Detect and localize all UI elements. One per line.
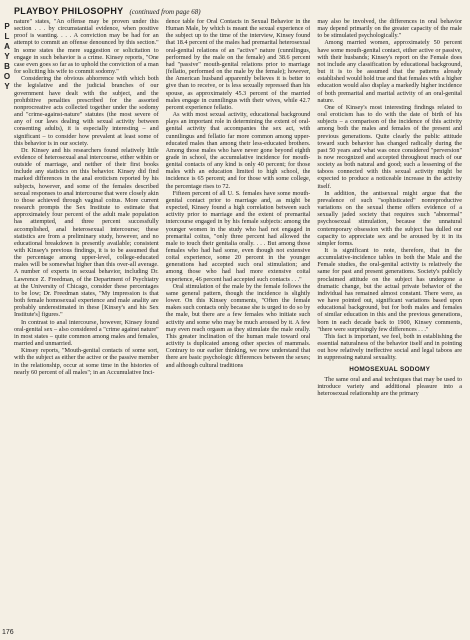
magazine-spine-label — [2, 22, 12, 92]
paragraph: Fifteen percent of all U. S. females have some mouth-genital contact prior to marriage and, as might be expected, Kinsey found a high correlation between such activity prior to marriage and the extent of premarital intercourse engaged in by his female subjects: among the younger women in the study who had not engaged in premarital coitus, "only three percent had allowed the male to touch their genitalia orally. . . . But among those females who had had some, even though not extensive coital experience, some 20 percent in the younger generations had accepted such oral stimulation; and among those who had had more extensive coital experience, 46 percent had accepted such contacts . . ." — [165, 189, 311, 283]
column-2 — [166, 18, 311, 636]
spine-letter: L — [4, 32, 10, 41]
section-title: PLAYBOY PHILOSOPHY — [14, 6, 124, 16]
paragraph: This fact is important, we feel, both in establishing the essential naturalness of the behavior itself and in pointing out how relatively ineffective social and legal taboos are in suppressing natural sexuality. — [317, 332, 463, 362]
spine-letter: O — [3, 72, 11, 81]
paragraph: nature" states, "An offense may be proven under this section . . . by circumstantial evidence, when positive proof is wanting. . . . A conviction may be had for an attempt to commit an offense denounced by this section." In some states the mere suggestion or solicitation to engage in such behavior is a crime. Kinsey reports, "One case even goes so far as to uphold the conviction of a man for soliciting his wife to commit sodomy." — [14, 18, 159, 76]
spine-letter: A — [4, 42, 10, 51]
paragraph: It is significant to note, therefore, that in the accumulative-incidence tables in both the Male and the Female studies, the oral-genital activity is relatively the same for past and present generations. Society's publicly proclaimed attitude on the subject has undergone a dramatic change, but the actual private behavior of the individual has remained almost constant. There were, as we have pointed out, significant variations based upon educational background, but for both males and females of similar education in this and the previous generations, born in each decade back to 1900, Kinsey comments, "there were surprisingly few differences . . ." — [317, 247, 463, 333]
paragraph: dence table for Oral Contacts in Sexual Behavior in the Human Male, by which is meant the sexual experience of the subject up to the time of the interview, Kinsey found that 18.4 percent of the males had premarital heterosexual oral-genital relations of an "active" nature (cunnilingus, performed by the male on the female) and 38.6 percent had "passive" mouth-genital relations prior to marriage (fellatio, performed on the male by the female); however, the American husband apparently believes it is better to give than to receive, or is less sexually repressed than his spouse, as approximately 45.3 percent of the married males engage in cunnilingus with their wives, while 42.7 percent experience fellatio. — [165, 18, 311, 111]
page-header — [14, 6, 460, 18]
paragraph: Kinsey reports, "Mouth-genital contacts of some sort, with the subject as either the active or the passive member in the relationship, occur at some time in the histories of nearly 60 percent of all males"; in an Accumulative Inci- — [14, 347, 159, 376]
paragraph: Among married women, approximately 50 percent have some mouth-genital contact, either active or passive, with their husbands; Kinsey's report on the Female does not include any classification by educational background, but it is to be assumed that the patterns already established would hold true and that females with a higher education would also display a markedly higher incidence of both premarital and marital activity of an oral-genital nature. — [317, 39, 463, 104]
spine-letter: P — [4, 22, 10, 31]
subheading-homosexual-sodomy: HOMOSEXUAL SODOMY — [349, 365, 431, 373]
spine-letter: Y — [4, 82, 10, 91]
paragraph: may also be involved, the differences in oral behavior may depend primarily on the greater capacity of the male to be stimulated psychologically." — [317, 18, 463, 40]
spine-letter: Y — [4, 52, 10, 61]
spine-letter: B — [4, 62, 10, 71]
paragraph: One of Kinsey's most interesting findings related to oral eroticism has to do with the date of birth of his subjects – a comparison of the incidence of this activity among both the males and females of the present and previous generations. Quite clearly the public attitude toward such behavior has changed radically during the past 50 years and what was once considered "perversion" is now recognized and accepted throughout much of our society as both natural and good; such a lessening of the taboos connected with this sexual activity might be expected to produce a noticeable increase in the activity itself. — [317, 103, 463, 190]
paragraph: In addition, the antisexual might argue that the prevalence of such "sophisticated" nonreproductive variations on the sexual theme offers evidence of a sexually jaded society that requires such "abnormal" psychosexual stimulation, because the unnatural contemporary obsession with the subject has dulled our capacity to appreciate sex and be aroused by it in its simpler forms. — [317, 189, 463, 247]
continued-note: (continued from page 68) — [129, 8, 201, 16]
paragraph: The same oral and anal techniques that may be used to introduce variety and additional pleasure into a heterosexual relationship are the primary — [317, 375, 463, 397]
paragraph: In contrast to anal intercourse, however, Kinsey found oral-genital sex – also considered a "crime against nature" in most states – quite common among males and females, married and unmarried. — [14, 318, 159, 348]
column-1 — [14, 18, 159, 636]
article-body — [14, 18, 462, 636]
page-number: 176 — [2, 629, 14, 636]
column-3 — [317, 18, 462, 636]
paragraph: As with most sexual activity, educational background plays an important role in determining the extent of oral-genital activity that accompanies the sex act, with cunnilingus and fellatio far more common among upper-educated males than among their less-educated brothers. Among those males who have never gone beyond eighth grade in school, the accumulative incidence for mouth-genital contacts of any kind is only 40 percent; for those males with an education limited to high school, the incidence is 65 percent; and for those with some college, the percentage rises to 72. — [165, 111, 311, 190]
paragraph: Considering the obvious abhorrence with which both the legislative and the judicial branches of our government have dealt with the subject, and the prohibitive penalties prescribed for the assorted nonprocreative acts collected together under the sodomy and "crime-against-nature" statutes (the most severe of any of our laws dealing with sexual activity between consenting adults), it is especially interesting – and significant – to consider how prevalent at least some of this behavior is in our society. — [14, 75, 159, 147]
paragraph: Oral stimulation of the male by the female follows the same general pattern, though the incidence is slightly lower. On this Kinsey comments, "Often the female makes such contacts only because she is urged to do so by the male, but there are a few females who initiate such activity and some who may be much aroused by it. A few may even reach orgasm as they stimulate the male orally. This greater inclination of the human male toward oral activity is duplicated among other species of mammals. Contrary to our earlier thinking, we now understand that there are basic psychologic differences between the sexes; and although cultural traditions — [165, 282, 311, 369]
paragraph: Dr. Kinsey and his researchers found relatively little evidence of heterosexual anal intercourse, either within or outside of marriage, and neither of their first books include any statistics on this behavior. Kinsey did find marked differences in the anal eroticism reported by his subjects, however, and some of the females described sexual responses to anal intercourse that were closely akin to those achieved through vaginal coitus. More current research prompts the Sex Institute to estimate that approximately four percent of the adult male population has attempted, and three percent successfully accomplished, anal heterosexual intercourse; these statistics are from a preliminary study, however, and no educational breakdown is presently available; consistent with Kinsey's previous findings, it is to be assumed that the percentage among upper-level, college-educated males will be somewhat higher than this over-all average. A number of experts in sexual behavior, including Dr. Lawrence Z. Freedman, of the Department of Psychiatry at the University of Chicago, consider these percentages to be low; Dr. Freedman states, "My impression is that both female homosexual experience and male anality are probably underestimated in these [Kinsey's and his Sex Institute's] figures." — [14, 146, 159, 319]
